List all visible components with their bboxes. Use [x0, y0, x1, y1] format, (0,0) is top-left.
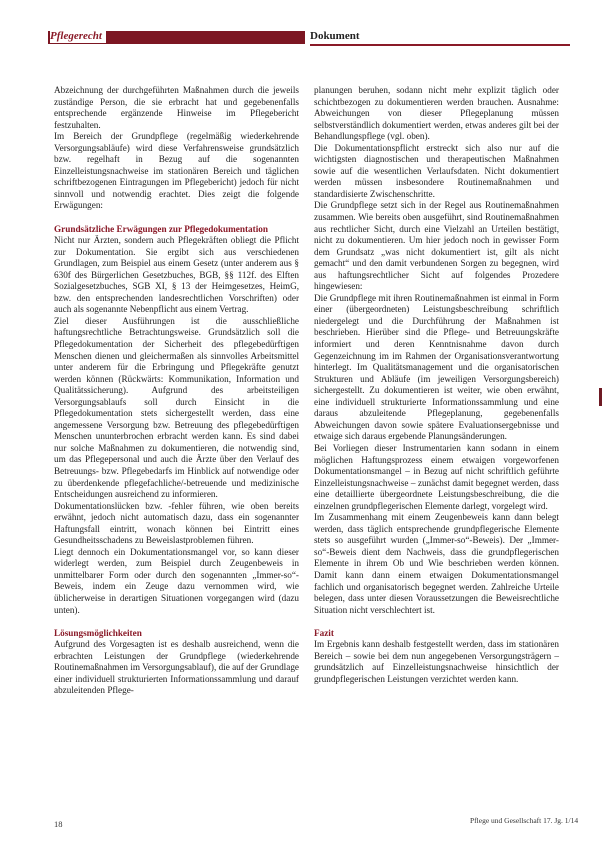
body-paragraph: Im Bereich der Grundpflege (regelmäßig wiederkehrende Versorgungsabläufe) wird diese Verfahrensweise grundsätzlich bzw. regelhaft in Bezug auf die sogenannten Einzelleistungsnachweise im stationären Bereich und täglichen schriftbezogenen Eintragungen im Pflegebericht) jedoch für nicht sinnvoll und notwendig erachtet. Dies zeigt die folgende Erwägungen:	[54, 131, 299, 211]
section-heading: Grundsätzliche Erwägungen zur Pflegedokumentation	[54, 223, 268, 234]
paragraph-spacer	[314, 616, 559, 628]
body-paragraph: Dokumentationslücken bzw. -fehler führen, wie oben bereits erwähnt, jedoch nicht automatisch dazu, dass ein sogenannter Haftungsfall eintritt, wonach können bei Eintritt eines Gesundheitsschadens zu Beweislastproblemen führen.	[54, 500, 299, 546]
header-rule	[310, 44, 570, 46]
body-paragraph: Im Zusammenhang mit einem Zeugenbeweis kann dann belegt werden, dass täglich entsprechende grundpflegerische Elemente stets so ausgeführt wurden („Immer-so“-Beweis). Der „Immer-so“-Beweis dient dem Nachweis, dass die grundpflegerischen Elemente in ihrem Ob und Wie beschrieben werden können. Damit kann dann einem etwaigen Dokumentationsmangel fachlich und organisatorisch begegnet werden. Zahlreiche Urteile belegen, dass unter diesen Voraussetzungen die Beweisrechtliche Situation nicht verschlechtert ist.	[314, 512, 559, 615]
page-number: 18	[54, 819, 63, 829]
body-paragraph: planungen beruhen, sodann nicht mehr explizit täglich oder schichtbezogen zu dokumentieren werden brauchen. Ausnahme: Abweichungen von dieser Pflegeplanung müssen selbstverständlich dokumentiert werden, etwas anderes gilt bei der Behandlungspflege (vgl. oben).	[314, 85, 559, 142]
header-title: Dokument	[310, 30, 360, 42]
header-section-label: Pflegerecht	[50, 29, 106, 43]
section-heading: Lösungsmöglichkeiten	[54, 627, 142, 638]
body-paragraph: Die Grundpflege mit ihren Routinemaßnahmen ist einmal in Form einer (übergeordneten) Leistungsbeschreibung schriftlich niedergelegt und die Durchführung der Maßnahmen ist beschrieben. Hierüber sind die Pflege- und Betreuungskräfte informiert und deren Kenntnisnahme davon durch Gegenzeichnung im im Rahmen der Organisationsverantwortung hinterlegt. Im Qualitätsmanagement und die organisatorischen Strukturen und Abläufe (im jeweiligen Versorgungsbereich) sichergestellt. Zu dokumentieren ist weiter, wie oben erwähnt, eine individuell strukturierte Informationssammlung und eine daraus abzuleitende Pflegeplanung, gegebenenfalls Abweichungen davon sowie spätere Evaluationsergebnisse und etwaige sich daraus ergebende Planungsänderungen.	[314, 292, 559, 442]
body-paragraph: Die Dokumentationspflicht erstreckt sich also nur auf die wichtigsten diagnostischen und therapeutischen Maßnahmen sowie auf die wesentlichen Verlaufsdaten. Nicht dokumentiert werden müssen insbesondere Routinemaßnahmen und standardisierte Zwischenschritte.	[314, 142, 559, 199]
body-paragraph: Die Grundpflege setzt sich in der Regel aus Routinemaßnahmen zusammen. Wie bereits oben ausgeführt, sind Routinemaßnahmen aus rechtlicher Sicht, durch eine Vielzahl an Urteilen bestätigt, nicht zu dokumentieren. Um hier jedoch noch in gewisser Form dem Grundsatz „was nicht dokumentiert ist, gilt als nicht gemacht“ und den damit verbundenen Sorgen zu begegnen, wird aus haftungsrechtlicher Sicht auf folgendes Prozedere hingewiesen:	[314, 200, 559, 292]
left-text-column	[54, 85, 299, 697]
right-text-column	[314, 85, 559, 685]
body-paragraph: Abzeichnung der durchgeführten Maßnahmen durch die jeweils zuständige Person, die sie erbracht hat und gegebenenfalls entsprechende ergänzende Hinweise im Pflegebericht festzuhalten.	[54, 85, 299, 130]
paragraph-spacer	[54, 212, 299, 224]
body-paragraph: Liegt dennoch ein Dokumentationsmangel vor, so kann dieser widerlegt werden, zum Beispiel durch Zeugenbeweis in unmittelbarer Form oder durch den sogenannten „Immer-so“-Beweis, indem ein Zeuge dazu vernommen wird, wie üblicherweise in derartigen Situationen vorgegangen wird (dazu unten).	[54, 546, 299, 615]
paragraph-spacer	[54, 616, 299, 628]
body-paragraph: Nicht nur Ärzten, sondern auch Pflegekräften obliegt die Pflicht zur Dokumentation. Sie ergibt sich aus verschiedenen Grundlagen, zum Beispiel aus einem Gesetz (unter anderem aus § 630f des Bürgerlichen Gesetzbuches, BGB, §§ 112f. des Elften Sozialgesetzbuches, SGB XI, § 13 der Heimgesetzes, HeimG, bzw. den entsprechenden landesrechtlichen Vorschriften) oder auch als sogenannte Nebenpflicht aus einem Vertrag.	[54, 235, 299, 315]
publication-footer: Pflege und Gesellschaft 17. Jg. 1/14	[470, 816, 579, 825]
body-paragraph: Ziel dieser Ausführungen ist die ausschließliche haftungsrechtliche Betrachtungsweise. Grundsätzlich soll die Pflegedokumentation der Sicherheit des pflegebedürftigen Menschen dienen und gleichermaßen als sinnvolles Arbeitsmittel unter anderem für die Erbringung und Pflegekräfte genutzt werden können (Rückwärts: Kommunikation, Information und Qualitätssicherung). Aufgrund des arbeitsteiligen Versorgungsablaufs soll durch Einsicht in die Pflegedokumentation stets sichergestellt werden, dass eine angemessene Versorgung bzw. Betreuung des pflegebedürftigen Menschen ununterbrochen erbracht werden kann. Es sind dabei nur solche Maßnahmen zu dokumentieren, die notwendig sind, um das Pflegepersonal und auch die Ärzte über den Verlauf des Betreuungs- bzw. Pflegebedarfs im Hinblick auf notwendige oder zu überdenkende pflegefachliche/-betreuende und medizinische Entscheidungen ausreichend zu informieren.	[54, 315, 299, 500]
body-paragraph: Im Ergebnis kann deshalb festgestellt werden, dass im stationären Bereich – sowie bei dem nun angegebenen Versorgungsträgern – grundsätzlich auf Einzelleistungsnachweise hinsichtlich der grundpflegerischen Leistungen verzichtet werden kann.	[314, 639, 559, 684]
section-heading: Fazit	[314, 627, 334, 638]
body-paragraph: Aufgrund des Vorgesagten ist es deshalb ausreichend, wenn die erbrachten Leistungen der Grundpflege (wiederkehrende Routinemaßnahmen im Versorgungsablauf), die auf der Grundlage einer individuell strukturierten Informationssammlung und darauf abzuleitenden Pflege-	[54, 639, 299, 696]
body-paragraph: Bei Vorliegen dieser Instrumentarien kann sodann in einem möglichen Haftungsprozess einem etwaigen vorgeworfenen Dokumentationsmangel – in Bezug auf nicht schriftlich geführte Einzelleistungsnachweise – zunächst damit begegnet werden, dass eine detaillierte übergeordnete Leistungsbeschreibung, die die einzelnen grundpflegerischen Elemente darlegt, vorgelegt wird.	[314, 442, 559, 511]
